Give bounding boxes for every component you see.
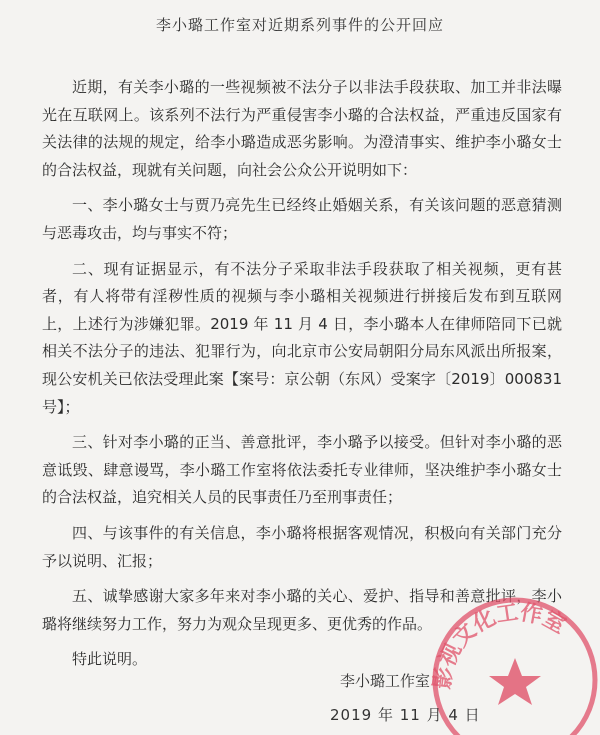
paragraph-closing: 特此说明。 [72,650,148,669]
paragraph-point-2: 二、现有证据显示，有不法分子采取非法手段获取了相关视频，更有甚者，有人将带有淫秽性质的视频与李小璐相关视频进行拼接后发布到互联网上，上述行为涉嫌犯罪。2019 年 11 月 4 日，李小璐本人在律师陪同下已就相关不法分子的违法、犯罪行为，向北京市公安局朝阳分局东风派出所报案，现公安机关已依法受理此案【案号：京公朝（东风）受案字〔2019〕000831 号】； [42,259,562,416]
document-title: 李小璐工作室对近期系列事件的公开回应 [155,16,444,34]
paragraph-point-4: 四、与该事件的有关信息，李小璐将根据客观情况，积极向有关部门充分予以说明、汇报； [42,523,562,570]
document-body [42,74,562,682]
paragraph-point-1: 一、李小璐女士与贾乃亮先生已经终止婚姻关系，有关该问题的恶意猜测与恶毒攻击，均与事实不符； [42,196,562,242]
paragraph-intro: 近期，有关李小璐的一些视频被不法分子以非法手段获取、加工并非法曝光在互联网上。该系列不法行为严重侵害李小璐的合法权益，严重违反国家有关法律的法规的规定，给李小璐造成恶劣影响。为澄清事实、维护李小璐女士的合法权益，现就有关问题，向社会公众公开说明如下： [42,78,562,179]
seal-text: 影视文化工作室 [429,599,571,691]
paragraph-point-5: 五、诚挚感谢大家多年来对李小璐的关心、爱护、指导和善意批评，李小璐将继续努力工作，努力为观众呈现更多、更优秀的作品。 [42,587,562,633]
date: 2019 年 11 月 4 日 [330,706,481,724]
signature: 李小璐工作室 [340,672,431,690]
paragraph-point-3: 三、针对李小璐的正当、善意批评，李小璐予以接受。但针对李小璐的恶意诋毁、肆意谩骂，李小璐工作室将依法委托专业律师，坚决维护李小璐女士的合法权益，追究相关人员的民事责任乃至刑事责任； [42,433,562,507]
